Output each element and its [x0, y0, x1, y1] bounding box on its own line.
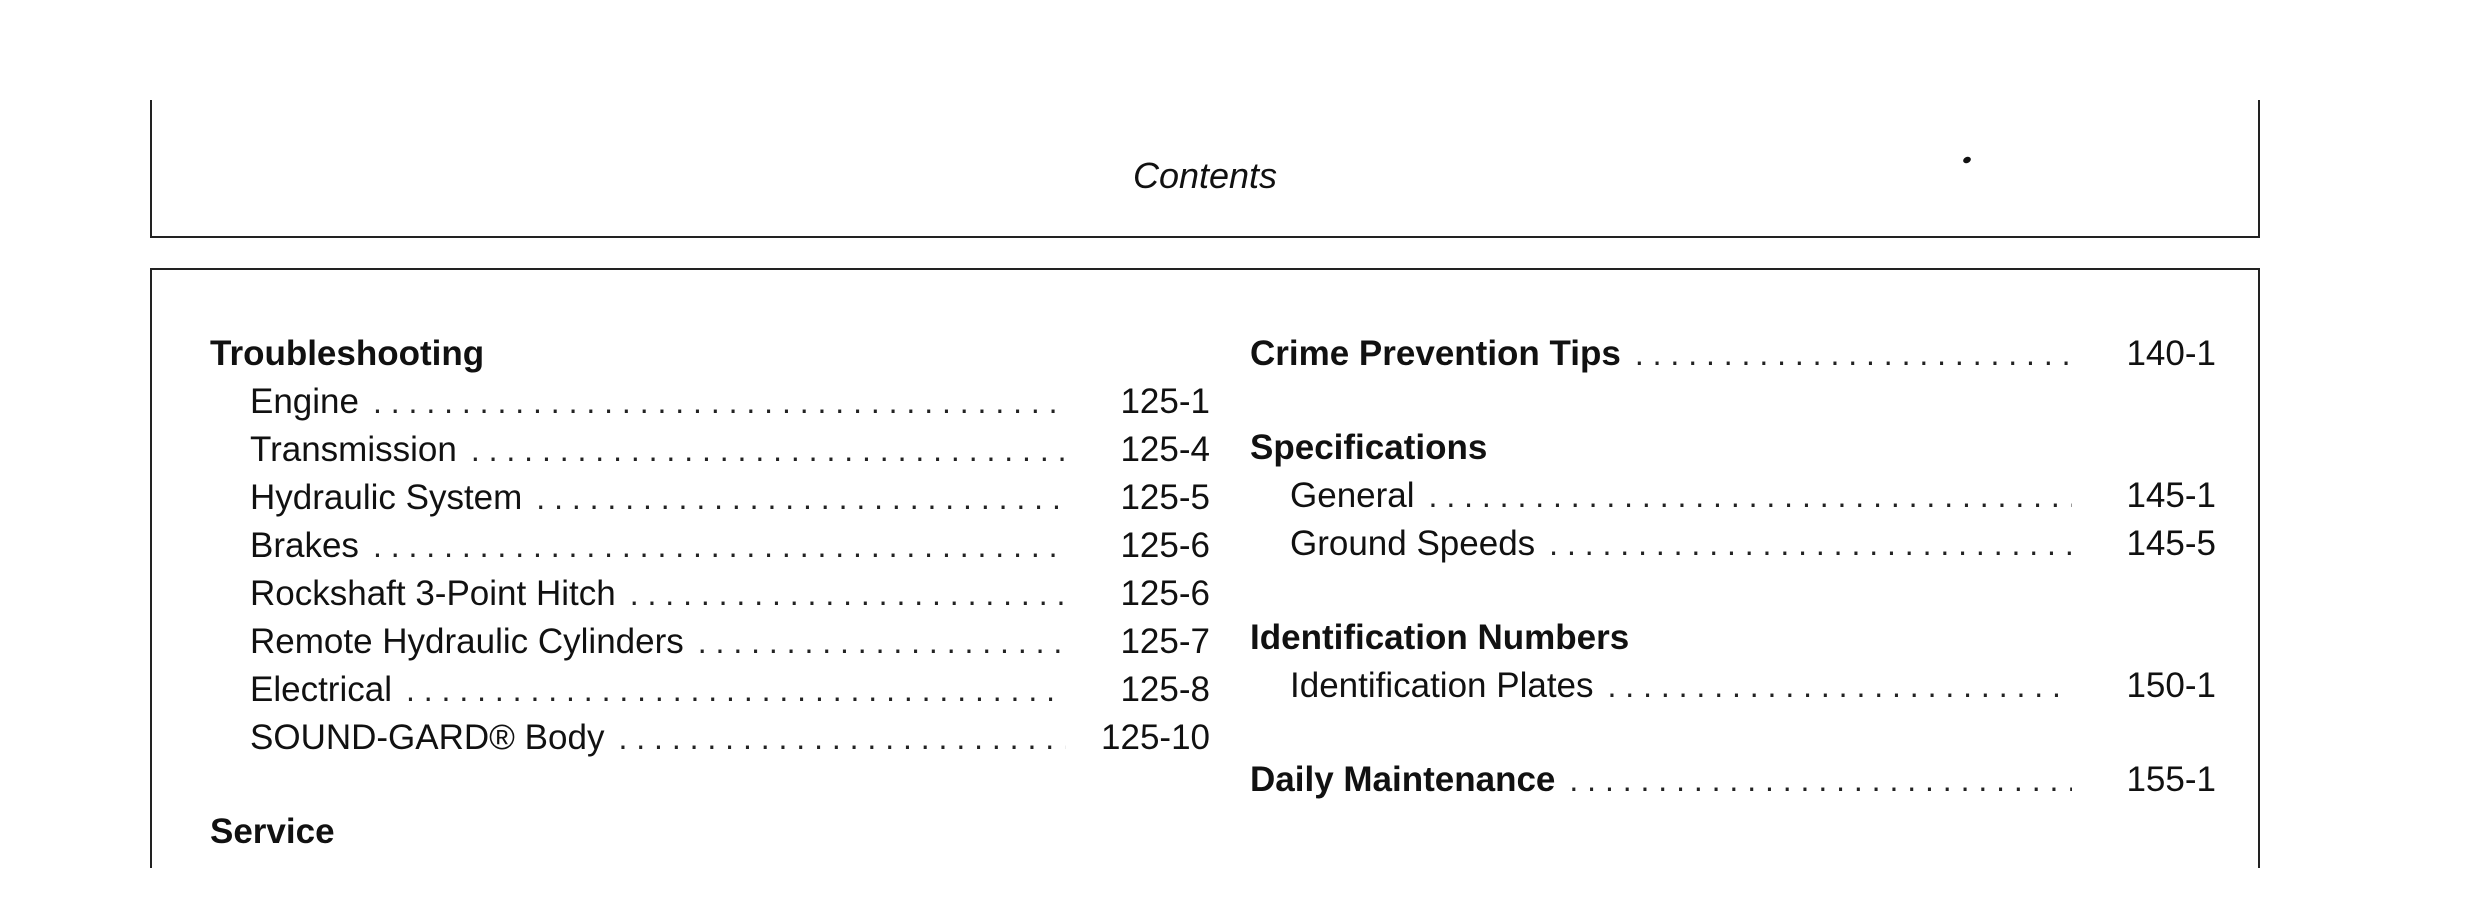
- entry-label: Brakes: [250, 526, 359, 565]
- entry-label: Crime Prevention Tips: [1250, 334, 1621, 373]
- section-title-service: Service: [210, 812, 335, 851]
- toc-entry-remote-hydraulic-cylinders: [210, 618, 1210, 666]
- entry-label: Electrical: [250, 670, 392, 709]
- entry-label: Identification Plates: [1290, 666, 1594, 705]
- entry-page: 125-6: [1120, 574, 1210, 613]
- toc-right-column: [1250, 330, 2216, 850]
- toc-entry-daily-maintenance: [1250, 756, 2216, 804]
- toc-left-column: [210, 330, 1210, 902]
- entry-page: 125-1: [1120, 382, 1210, 421]
- entry-page: 125-6: [1120, 526, 1210, 565]
- entry-page: 125-5: [1120, 478, 1210, 517]
- toc-entry-hydraulic-system: [210, 474, 1210, 522]
- entry-page: 125-10: [1101, 718, 1210, 757]
- entry-label: Ground Speeds: [1290, 524, 1536, 563]
- section-title-troubleshooting: Troubleshooting: [210, 334, 485, 373]
- dot-leader: [618, 714, 1066, 762]
- dot-leader: [1429, 472, 2072, 520]
- contents-header-box: [150, 100, 2260, 238]
- entry-page: 125-7: [1120, 622, 1210, 661]
- toc-entry-brakes: [210, 522, 1210, 570]
- dot-leader: [471, 426, 1066, 474]
- dot-leader: [1608, 662, 2072, 710]
- dot-leader: [1549, 520, 2072, 568]
- dot-leader: [536, 474, 1066, 522]
- entry-label: Daily Maintenance: [1250, 760, 1556, 799]
- toc-entry-rockshaft-hitch: [210, 570, 1210, 618]
- dot-leader: [1569, 756, 2072, 804]
- toc-section-service: [210, 808, 1210, 856]
- toc-entry-engine: [210, 378, 1210, 426]
- entry-label: Engine: [250, 382, 359, 421]
- toc-entry-ground-speeds: [1250, 520, 2216, 568]
- entry-page: 145-5: [2126, 524, 2216, 563]
- dot-leader: [698, 618, 1066, 666]
- entry-label: General: [1290, 476, 1415, 515]
- entry-label: Remote Hydraulic Cylinders: [250, 622, 684, 661]
- entry-page: 150-1: [2126, 666, 2216, 705]
- entry-page: 125-4: [1120, 430, 1210, 469]
- dot-leader: [373, 378, 1066, 426]
- table-of-contents: [150, 268, 2260, 868]
- dot-leader: [406, 666, 1066, 714]
- entry-label: SOUND-GARD® Body: [250, 718, 605, 757]
- toc-section-daily-maintenance: [1250, 756, 2216, 804]
- entry-label: Rockshaft 3-Point Hitch: [250, 574, 616, 613]
- dot-leader: [630, 570, 1066, 618]
- section-title-specifications: Specifications: [1250, 428, 1488, 467]
- toc-section-crime-prevention: [1250, 330, 2216, 378]
- toc-entry-identification-plates: [1250, 662, 2216, 710]
- toc-entry-transmission: [210, 426, 1210, 474]
- entry-page: 145-1: [2126, 476, 2216, 515]
- entry-page: 125-8: [1120, 670, 1210, 709]
- entry-label: Hydraulic System: [250, 478, 523, 517]
- dot-leader: [1635, 330, 2072, 378]
- toc-entry-sound-gard-body: [210, 714, 1210, 762]
- entry-label: Transmission: [250, 430, 457, 469]
- dot-leader: [373, 522, 1066, 570]
- entry-page: 155-1: [2126, 760, 2216, 799]
- toc-entry-crime-prevention-tips: [1250, 330, 2216, 378]
- toc-entry-electrical: [210, 666, 1210, 714]
- page-title: Contents: [1132, 155, 1278, 196]
- section-title-identification-numbers: Identification Numbers: [1250, 618, 1630, 657]
- toc-section-identification-numbers: [1250, 614, 2216, 710]
- toc-section-troubleshooting: [210, 330, 1210, 762]
- toc-entry-general: [1250, 472, 2216, 520]
- entry-page: 140-1: [2126, 334, 2216, 373]
- toc-section-specifications: [1250, 424, 2216, 568]
